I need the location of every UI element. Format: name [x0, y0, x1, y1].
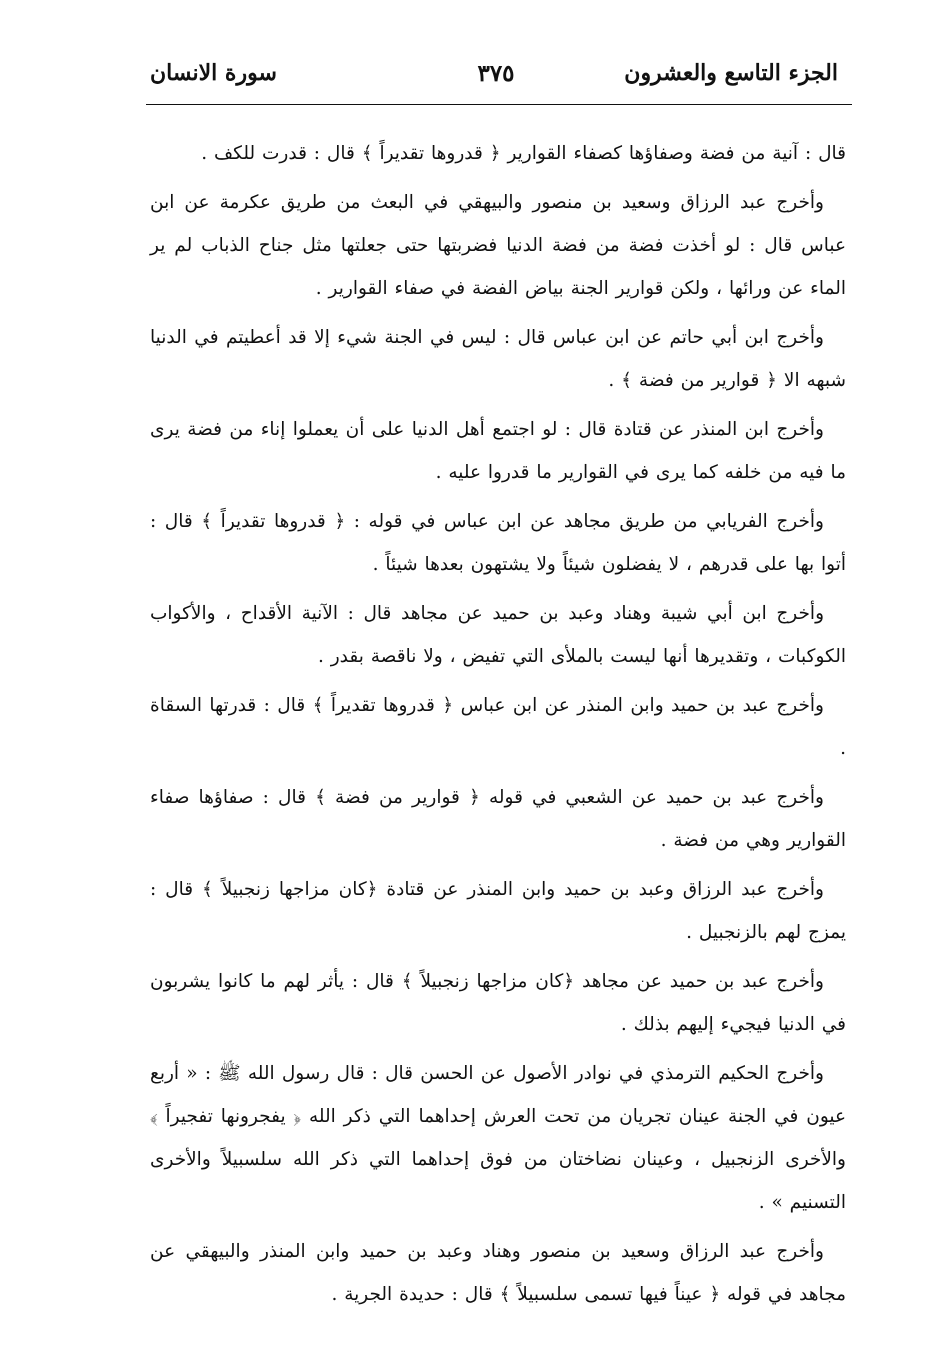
paragraph: وأخرج ابن أبي حاتم عن ابن عباس قال : ليس في الجنة شيء إلا قد أعطيتم في الدنيا شبهه الا ﴿ قوارير من فضة ﴾ . — [150, 327, 846, 391]
paragraph: وأخرج عبد بن حميد عن الشعبي في قوله ﴿ قوارير من فضة ﴾ قال : صفاؤها صفاء القوارير وهي من فضة . — [150, 787, 846, 851]
paragraph: وأخرج عبد الرزاق وسعيد بن منصور والبيهقي في البعث من طريق عكرمة عن ابن عباس قال : لو أخذت فضة من فضة الدنيا فضربتها حتى جعلتها مثل جناح الذباب لم ير الماء عن ورائها ، ولكن قوارير الجنة بياض الفضة في صفاء القوارير . — [150, 192, 846, 299]
paragraph: وأخرج عبد بن حميد وابن المنذر عن ابن عباس ﴿ قدروها تقديراً ﴾ قال : قدرتها السقاة . — [150, 695, 846, 759]
page-number: ٣٧٥ — [477, 60, 515, 87]
part-title: الجزء التاسع والعشرون — [624, 60, 838, 86]
paragraph: وأخرج عبد بن حميد عن مجاهد ﴿كان مزاجها زنجبيلاً ﴾ قال : يأثر لهم ما كانوا يشربون في الدنيا فيجيء إليهم بذلك . — [150, 971, 846, 1035]
paragraph: وأخرج ابن أبي شيبة وهناد وعبد بن حميد عن مجاهد قال : الآنية الأقداح ، والأكواب الكوكبات ، وتقديرها أنها ليست بالملأى التي تفيض ، ولا ناقصة بقدر . — [150, 603, 846, 667]
paragraph: وأخرج الحكيم الترمذي في نوادر الأصول عن الحسن قال : قال رسول الله ﷺ : « أربع عيون في الجنة عينان تجريان من تحت العرش إحداهما التي ذكر الله ﴿ يفجرونها تفجيراً ﴾ والأخرى الزنجبيل ، وعينان نضاختان من فوق إحداهما التي ذكر الله سلسبيلاً والأخرى التسنيم » . — [150, 1063, 846, 1213]
paragraph: وأخرج الفريابي من طريق مجاهد عن ابن عباس في قوله : ﴿ قدروها تقديراً ﴾ قال : أتوا بها على قدرهم ، لا يفضلون شيئاً ولا يشتهون بعدها شيئاً . — [150, 511, 846, 575]
page-body — [150, 132, 846, 1322]
header-divider — [146, 104, 852, 105]
running-header — [146, 56, 846, 100]
paragraph: وأخرج ابن المنذر عن قتادة قال : لو اجتمع أهل الدنيا على أن يعملوا إناء من فضة يرى ما فيه من خلفه كما يرى في القوارير ما قدروا عليه . — [150, 419, 846, 483]
surah-title: سورة الانسان — [150, 60, 277, 86]
paragraph: قال : آنية من فضة وصفاؤها كصفاء القوارير ﴿ قدروها تقديراً ﴾ قال : قدرت للكف . — [201, 143, 846, 164]
paragraph: وأخرج عبد الرزاق وسعيد بن منصور وهناد وعبد بن حميد وابن المنذر والبيهقي عن مجاهد في قوله ﴿ عيناً فيها تسمى سلسبيلاً ﴾ قال : حديدة الجرية . — [150, 1241, 846, 1305]
paragraph: وأخرج عبد الرزاق وعبد بن حميد وابن المنذر عن قتادة ﴿كان مزاجها زنجبيلاً ﴾ قال : يمزج لهم بالزنجبيل . — [150, 879, 846, 943]
